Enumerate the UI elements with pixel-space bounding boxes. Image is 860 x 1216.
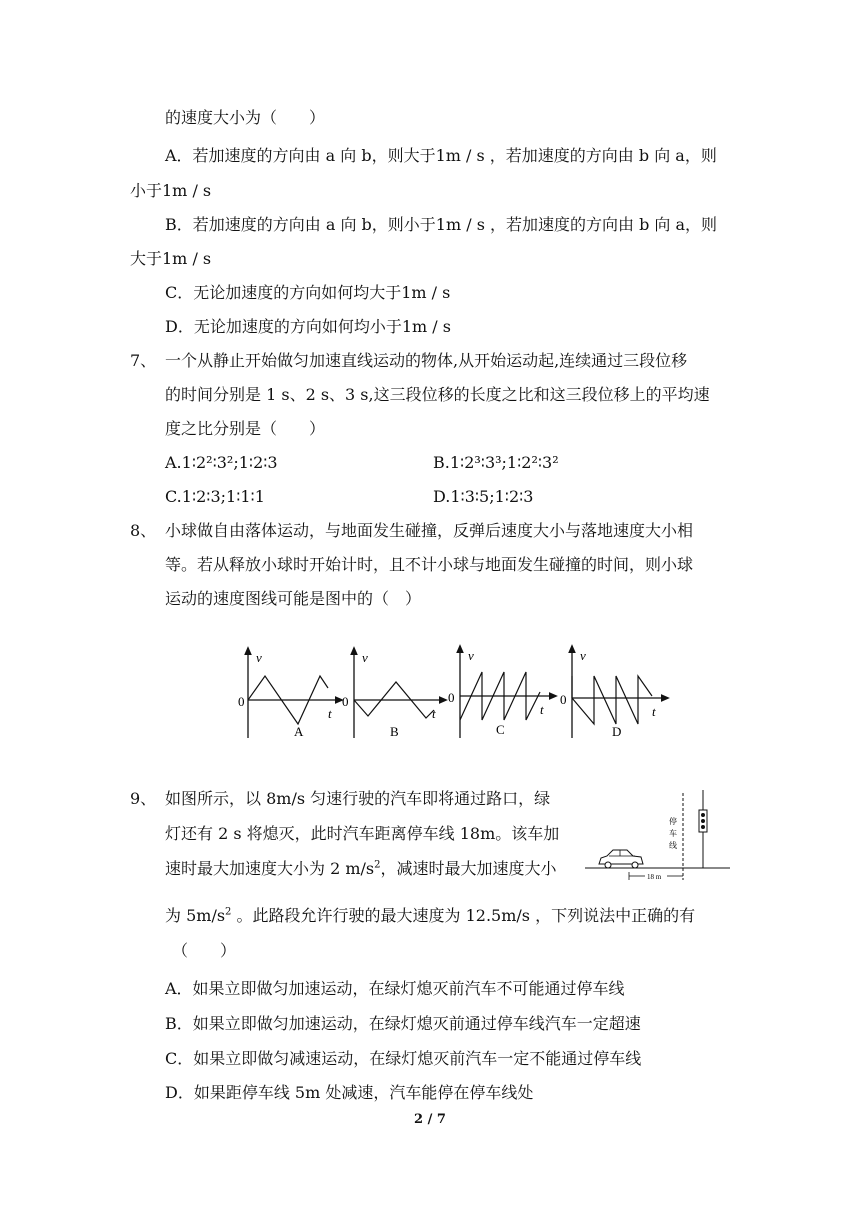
q6-option-d: D．无论加速度的方向如何均小于1m / s <box>165 317 451 336</box>
q7-number: 7、 <box>130 351 157 370</box>
graph-b-t-label: t <box>432 706 436 721</box>
graph-d-v-label: v <box>580 648 586 663</box>
page-number: 2 / 7 <box>414 1112 446 1127</box>
q6-stem-tail: 的速度大小为（ ） <box>165 108 326 127</box>
q9-figure <box>585 788 735 888</box>
q9-line3-part2: ，减速时最大加速度大小 <box>380 859 557 878</box>
q8-stem-line3: 运动的速度图线可能是图中的（ ） <box>165 589 422 608</box>
q9-line4-part2: 。此路段允许行驶的最大速度为 12.5m/s ，下列说法中正确的有 <box>231 906 696 925</box>
q7-stem-line1: 一个从静止开始做匀加速直线运动的物体,从开始运动起,连续通过三段位移 <box>165 351 688 370</box>
stop-line-label-char2: 车 <box>669 829 677 838</box>
graph-c <box>448 648 554 738</box>
graph-b-label: B <box>390 724 399 739</box>
car-icon <box>599 850 643 868</box>
q8-number: 8、 <box>130 521 157 540</box>
graph-d <box>560 648 666 739</box>
q9-stem-line4 <box>165 905 695 927</box>
graph-b-v-label: v <box>362 650 368 665</box>
q7-option-d: D.1∶3∶5;1∶2∶3 <box>433 487 534 506</box>
q8-velocity-graphs <box>228 640 678 745</box>
stop-line-label-char3: 线 <box>669 841 677 850</box>
q9-number: 9、 <box>130 789 157 808</box>
graph-c-v-label: v <box>468 648 474 663</box>
graph-c-origin: 0 <box>448 690 455 705</box>
graph-a-t-label: t <box>328 706 332 721</box>
q6-option-a-line2: 小于1m / s <box>130 181 212 200</box>
q9-superscript-2: 2 <box>225 906 232 918</box>
graph-a-v-label: v <box>256 650 262 665</box>
q8-stem-line2: 等。若从释放小球时开始计时，且不计小球与地面发生碰撞的时间，则小球 <box>165 555 694 574</box>
q7-stem-line3: 度之比分别是（ ） <box>165 419 326 438</box>
q9-answer-bracket: （ ） <box>172 941 237 960</box>
q9-stem-line3 <box>165 858 557 880</box>
q9-superscript: 2 <box>374 859 381 871</box>
q6-option-b-line1: B．若加速度的方向由 a 向 b，则小于1m / s ，若加速度的方向由 b 向 a，则 <box>165 215 718 234</box>
graph-d-origin: 0 <box>560 692 567 707</box>
distance-label: 18 m <box>647 873 662 881</box>
graph-b-origin: 0 <box>342 694 349 709</box>
graph-a <box>238 650 340 739</box>
q9-line3-part1: 速时最大加速度大小为 2 m/s <box>165 859 375 878</box>
graph-c-t-label: t <box>540 702 544 717</box>
graph-a-label: A <box>294 724 304 739</box>
stop-line-label-char1: 停 <box>669 817 677 826</box>
graph-d-label: D <box>612 724 622 739</box>
q7-option-b: B.1∶2³∶3³;1∶2²∶3² <box>433 453 559 472</box>
q7-option-c: C.1∶2∶3;1∶1∶1 <box>165 487 265 506</box>
q9-stem-line2: 灯还有 2 s 将熄灭，此时汽车距离停车线 18m。该车加 <box>165 824 560 843</box>
q9-option-c: C．如果立即做匀减速运动，在绿灯熄灭前汽车一定不能通过停车线 <box>165 1049 642 1068</box>
q8-stem-line1: 小球做自由落体运动，与地面发生碰撞，反弹后速度大小与落地速度大小相 <box>165 521 694 540</box>
graph-c-label: C <box>496 722 505 737</box>
q9-option-a: A．如果立即做匀加速运动，在绿灯熄灭前汽车不可能通过停车线 <box>165 979 625 998</box>
q6-option-a-line1: A．若加速度的方向由 a 向 b，则大于1m / s ，若加速度的方向由 b 向 a，则 <box>165 146 717 165</box>
graph-d-t-label: t <box>652 704 656 719</box>
q9-option-b: B．如果立即做匀加速运动，在绿灯熄灭前通过停车线汽车一定超速 <box>165 1014 641 1033</box>
q9-option-d: D．如果距停车线 5m 处减速，汽车能停在停车线处 <box>165 1083 534 1102</box>
q7-stem-line2: 的时间分别是 1 s、2 s、3 s,这三段位移的长度之比和这三段位移上的平均速 <box>165 385 710 404</box>
q9-line4-part1: 为 5m/s <box>165 906 226 925</box>
q9-stem-line1: 如图所示，以 8m/s 匀速行驶的汽车即将通过路口，绿 <box>165 789 551 808</box>
graph-a-origin: 0 <box>238 694 245 709</box>
q6-option-c: C．无论加速度的方向如何均大于1m / s <box>165 283 451 302</box>
graph-b <box>342 650 444 739</box>
q7-option-a: A.1∶2²∶3²;1∶2∶3 <box>165 453 278 472</box>
q6-option-b-line2: 大于1m / s <box>130 249 212 268</box>
